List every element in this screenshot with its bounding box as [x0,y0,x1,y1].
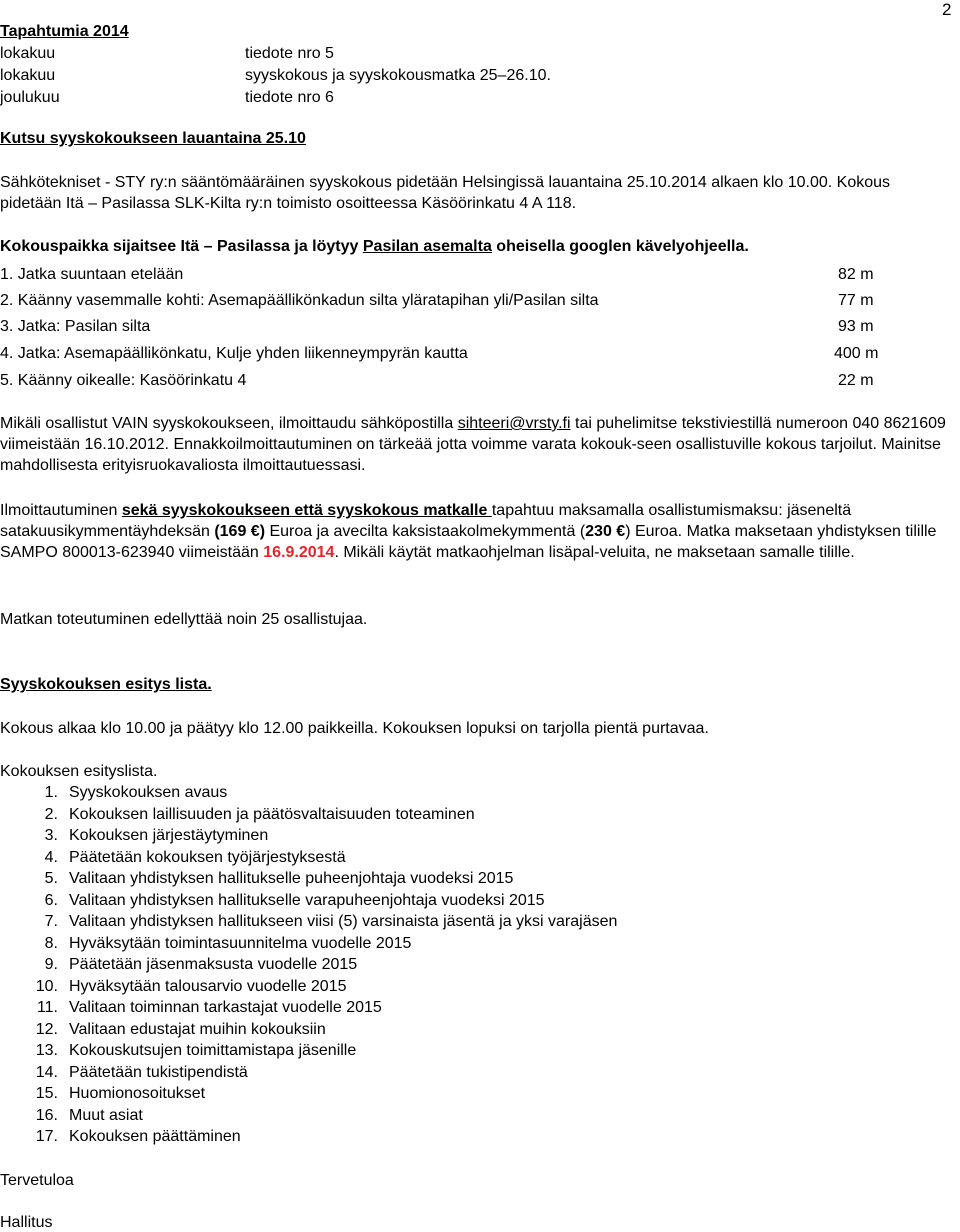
direction-step: 1. Jatka suuntaan etelään [0,266,184,283]
event-month: joulukuu [0,89,60,106]
avec-fee: 230 € [585,523,626,540]
event-desc: syyskokous ja syyskokousmatka 25–26.10. [245,67,551,84]
agenda-item-text: Kokouksen laillisuuden ja päätösvaltaisuuden toteaminen [69,806,475,823]
agenda-item-text: Valitaan yhdistyksen hallitukselle puheenjohtaja vuodeksi 2015 [69,870,514,887]
agenda-intro: Kokous alkaa klo 10.00 ja päätyy klo 12.00 paikkeilla. Kokouksen lopuksi on tarjolla pientä purtavaa. [0,720,709,737]
payment-text: ) Euroa. Matka maksetaan yhdistyksen tilille SAMPO 800013-623940 viimeistään [0,523,937,561]
registration-paragraph [0,413,955,476]
agenda-title: Syyskokouksen esitys lista. [0,676,212,693]
payment-text: Euroa ja avecilta kaksistaakolmekymmentä ( [265,523,586,540]
events-title: Tapahtumia 2014 [0,23,129,40]
direction-distance: 82 m [838,266,874,283]
agenda-item-number: 11. [36,999,58,1016]
agenda-item-text: Päätetään kokouksen työjärjestyksestä [69,849,346,866]
agenda-item-number: 7. [44,913,58,930]
agenda-item-text: Kokouskutsujen toimittamistapa jäsenille [69,1042,357,1059]
agenda-item-text: Huomionosoitukset [69,1085,206,1102]
event-desc: tiedote nro 5 [245,45,334,62]
agenda-item-text: Kokouksen päättäminen [69,1128,241,1145]
direction-step: 2. Käänny vasemmalle kohti: Asemapäällikönkadun silta yläratapihan yli/Pasilan silta [0,292,599,309]
invitation-paragraph: Sähkötekniset - STY ry:n sääntömääräinen syyskokous pidetään Helsingissä lauantaina 25.10.2014 alkaen klo 10.00. Kokous pidetään Itä – Pasilassa SLK-Kilta ry:n toimisto osoitteessa Käsöörinkatu 4 A 118. [0,174,891,212]
agenda-item-number: 8. [44,935,58,952]
event-month: lokakuu [0,45,56,62]
payment-emphasis: sekä syyskokoukseen että syyskokous matkalle [121,502,492,519]
agenda-item-number: 14. [35,1064,58,1081]
event-month: lokakuu [0,67,56,84]
payment-text: Ilmoittautuminen [0,502,122,519]
direction-step: 5. Käänny oikealle: Kasöörinkatu 4 [0,372,247,389]
agenda-item-number: 4. [44,849,58,866]
direction-distance: 400 m [834,345,879,362]
agenda-item-number: 13. [35,1042,58,1059]
location-text-end: oheisella googlen kävelyohjeella. [491,238,749,255]
agenda-item-number: 15. [35,1085,58,1102]
agenda-item-text: Valitaan yhdistyksen hallitukseen viisi (5) varsinaista jäsentä ja yksi varajäsen [69,913,618,930]
payment-text: tapahtuu maksamalla osallistumismaksu: jäseneltä satakuusikymmentäyhdeksän [0,502,852,540]
payment-text-end: . Mikäli käytät matkaohjelman lisäpal-veluita, ne maksetaan samalle tilille. [334,544,855,561]
pasila-station-link[interactable]: Pasilan asemalta [362,238,492,255]
agenda-item-text: Valitaan toiminnan tarkastajat vuodelle 2015 [69,999,382,1016]
direction-distance: 22 m [838,372,874,389]
agenda-item-number: 10. [35,978,58,995]
location-text: Kokouspaikka sijaitsee Itä – Pasilassa ja löytyy [0,238,363,255]
location-paragraph [0,237,749,256]
agenda-item-text: Hyväksytään toimintasuunnitelma vuodelle 2015 [69,935,412,952]
agenda-item-number: 16. [35,1107,58,1124]
invitation-title: Kutsu syyskokoukseen lauantaina 25.10 [0,130,306,147]
agenda-item-text: Syyskokouksen avaus [69,784,228,801]
direction-step: 3. Jatka: Pasilan silta [0,318,151,335]
agenda-item-number: 5. [44,870,58,887]
agenda-item-text: Kokouksen järjestäytyminen [69,827,269,844]
event-desc: tiedote nro 6 [245,89,334,106]
agenda-item-number: 6. [44,892,58,909]
registration-text: Mikäli osallistut VAIN syyskokoukseen, ilmoittaudu sähköpostilla [0,415,458,432]
agenda-item-text: Valitaan edustajat muihin kokouksiin [69,1021,326,1038]
member-fee: (169 €) [214,523,266,540]
agenda-item-text: Valitaan yhdistyksen hallitukselle varapuheenjohtaja vuodeksi 2015 [69,892,545,909]
closing-greeting: Tervetuloa [0,1172,74,1189]
secretary-email-link[interactable]: sihteeri@vrsty.fi [457,415,571,432]
payment-paragraph [0,500,955,563]
participants-note: Matkan toteutuminen edellyttää noin 25 osallistujaa. [0,611,368,628]
direction-distance: 77 m [838,292,874,309]
agenda-item-number: 12. [35,1021,58,1038]
payment-deadline: 16.9.2014 [263,544,335,561]
agenda-item-number: 9. [44,956,58,973]
page-number: 2 [942,0,952,19]
signature: Hallitus [0,1214,53,1231]
direction-distance: 93 m [838,318,874,335]
direction-step: 4. Jatka: Asemapäällikönkatu, Kulje yhden liikenneympyrän kautta [0,345,468,362]
agenda-item-text: Hyväksytään talousarvio vuodelle 2015 [69,978,347,995]
agenda-item-number: 3. [44,827,58,844]
agenda-list-title: Kokouksen esityslista. [0,763,158,780]
agenda-item-text: Päätetään tukistipendistä [69,1064,248,1081]
agenda-item-number: 2. [44,806,58,823]
registration-text-end: tai puhelimitse tekstiviestillä numeroon 040 8621609 viimeistään 16.10.2012. Ennakkoilmoittautuminen on tärkeää jotta voimme varata kokouk-seen osallistuville kokous tarjoilut. Mainitse mahdollisesta erityisruokavaliosta ilmoittautuessasi. [0,415,946,474]
agenda-item-number: 1. [44,784,58,801]
agenda-item-text: Päätetään jäsenmaksusta vuodelle 2015 [69,956,358,973]
agenda-item-number: 17. [35,1128,58,1145]
agenda-item-text: Muut asiat [69,1107,143,1124]
